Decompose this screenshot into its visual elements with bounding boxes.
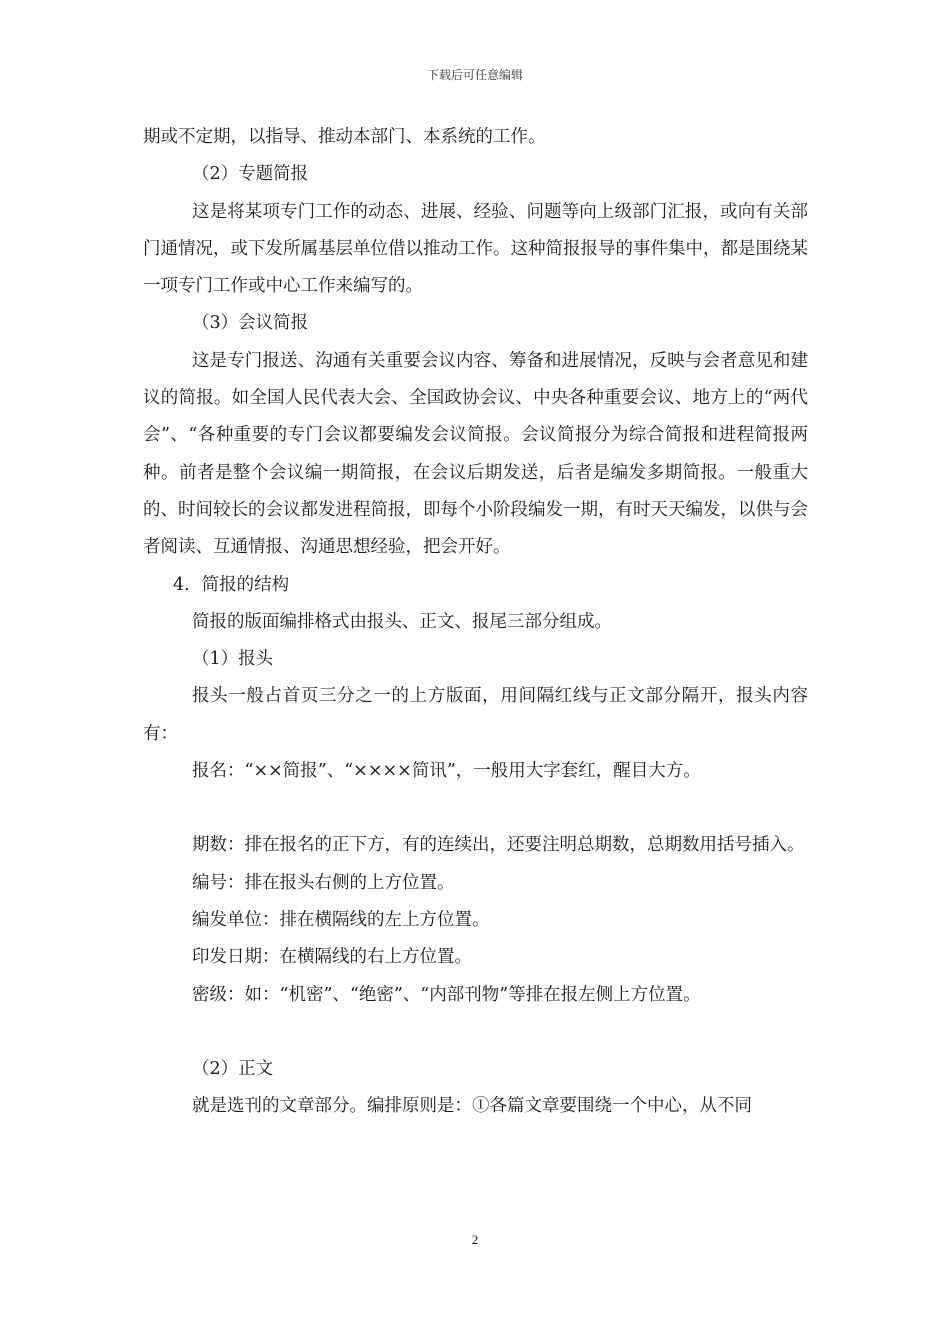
subheading: （3）会议简报 (192, 313, 309, 334)
paragraph: 这是将某项专门工作的动态、进展、经验、问题等向上级部门汇报，或向有关部门通情况，或下发所属基层单位借以推动工作。这种简报报导的事件集中，都是围绕某一项专门工作或中心工作来编写的。 (143, 201, 808, 297)
paragraph: 印发日期：在横隔线的右上方位置。 (192, 947, 472, 968)
paragraph: 编号：排在报头右侧的上方位置。 (192, 872, 455, 893)
page-number: 2 (471, 1232, 479, 1247)
subheading: （1）报头 (192, 649, 274, 670)
subheading: （2）正文 (192, 1058, 274, 1079)
subheading: （2）专题简报 (192, 164, 309, 185)
paragraph: 期数：排在报名的正下方，有的连续出，还要注明总期数，总期数用括号插入。 (192, 835, 805, 856)
document-body (143, 119, 808, 1125)
paragraph: 报名：“××简报”、“××××简讯”，一般用大字套红，醒目大方。 (192, 761, 701, 782)
paragraph: 就是选刊的文章部分。编排原则是：①各篇文章要围绕一个中心，从不同 (192, 1096, 752, 1117)
paragraph: 简报的版面编排格式由报头、正文、报尾三部分组成。 (192, 611, 612, 632)
blank-line (143, 790, 808, 827)
section-heading: 4．简报的结构 (173, 574, 290, 595)
paragraph: 编发单位：排在横隔线的左上方位置。 (192, 909, 490, 930)
paragraph: 期或不定期，以指导、推动本部门、本系统的工作。 (143, 127, 546, 147)
paragraph: 这是专门报送、沟通有关重要会议内容、筹备和进展情况，反映与会者意见和建议的简报。如全国人民代表大会、全国政协会议、中央各种重要会议、地方上的“两代会”、“各种重要的专门会议都要编发会议简报。会议简报分为综合简报和进程简报两种。前者是整个会议编一期简报，在会议后期发送，后者是编发多期简报。一般重大的、时间较长的会议都发进程简报，即每个小阶段编发一期，有时天天编发，以供与会者阅读、互通情报、沟通思想经验，把会开好。 (143, 350, 808, 558)
paragraph: 报头一般占首页三分之一的上方版面，用间隔红线与正文部分隔开，报头内容有： (143, 686, 808, 744)
paragraph: 密级：如：“机密”、“绝密”、“内部刊物”等排在报左侧上方位置。 (192, 984, 701, 1005)
blank-line (143, 1014, 808, 1051)
page-header: 下载后可任意编辑 (426, 68, 523, 82)
